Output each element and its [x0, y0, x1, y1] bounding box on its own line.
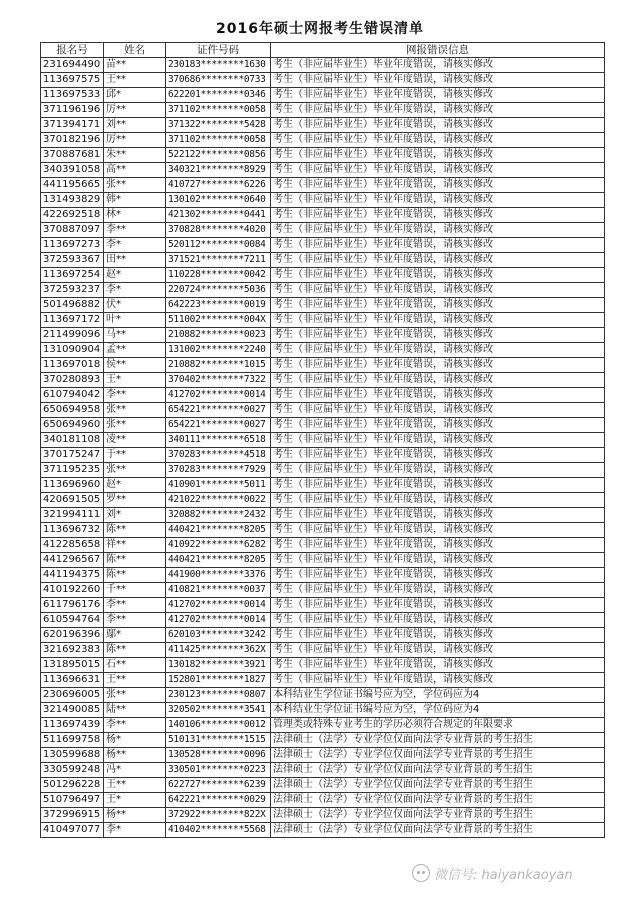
error-info-cell: 考生（非应届毕业生）毕业年度错误，请核实修改	[271, 253, 605, 268]
error-info-cell: 考生（非应届毕业生）毕业年度错误，请核实修改	[271, 538, 605, 553]
error-info-cell: 考生（非应届毕业生）毕业年度错误，请核实修改	[271, 388, 605, 403]
error-info-cell: 考生（非应届毕业生）毕业年度错误，请核实修改	[271, 448, 605, 463]
table-row	[41, 643, 605, 658]
id-number-cell: 441900********3376	[166, 568, 271, 583]
id-number-cell: 372922********822X	[166, 808, 271, 823]
registration-number-cell: 371196196	[41, 103, 104, 118]
table-row	[41, 703, 605, 718]
candidate-name-cell: 李**	[104, 388, 166, 403]
error-info-cell: 考生（非应届毕业生）毕业年度错误，请核实修改	[271, 613, 605, 628]
table-row	[41, 568, 605, 583]
id-number-cell: 370686********0733	[166, 73, 271, 88]
registration-number-cell: 130599688	[41, 748, 104, 763]
id-number-cell: 440421********8205	[166, 553, 271, 568]
watermark-text: 微信号: haiyankaoyan	[434, 867, 573, 883]
table-row	[41, 418, 605, 433]
id-number-cell: 230183********1630	[166, 58, 271, 73]
error-info-cell: 考生（非应届毕业生）毕业年度错误，请核实修改	[271, 418, 605, 433]
table-row	[41, 313, 605, 328]
table-row	[41, 328, 605, 343]
registration-number-cell: 113697533	[41, 88, 104, 103]
candidate-name-cell: 千**	[104, 583, 166, 598]
candidate-name-cell: 韩*	[104, 193, 166, 208]
error-info-cell: 考生（非应届毕业生）毕业年度错误，请核实修改	[271, 583, 605, 598]
id-number-cell: 654221********0027	[166, 418, 271, 433]
candidate-name-cell: 罗**	[104, 493, 166, 508]
candidate-name-cell: 于**	[104, 448, 166, 463]
registration-number-cell: 441296567	[41, 553, 104, 568]
candidate-name-cell: 凌**	[104, 433, 166, 448]
error-info-cell: 考生（非应届毕业生）毕业年度错误，请核实修改	[271, 208, 605, 223]
registration-number-cell: 650694958	[41, 403, 104, 418]
registration-number-cell: 410192260	[41, 583, 104, 598]
error-info-cell: 考生（非应届毕业生）毕业年度错误，请核实修改	[271, 118, 605, 133]
error-info-cell: 考生（非应届毕业生）毕业年度错误，请核实修改	[271, 553, 605, 568]
id-number-cell: 421302********0441	[166, 208, 271, 223]
error-info-cell: 本科结业生学位证书编号应为空，学位码应为4	[271, 703, 605, 718]
table-row	[41, 208, 605, 223]
candidate-name-cell: 陈**	[104, 568, 166, 583]
table-row	[41, 598, 605, 613]
registration-number-cell: 131895015	[41, 658, 104, 673]
candidate-name-cell: 苗**	[104, 58, 166, 73]
table-row	[41, 613, 605, 628]
table-row	[41, 553, 605, 568]
registration-number-cell: 321692383	[41, 643, 104, 658]
table-row	[41, 73, 605, 88]
candidate-name-cell: 李**	[104, 718, 166, 733]
table-row	[41, 628, 605, 643]
error-info-cell: 考生（非应届毕业生）毕业年度错误，请核实修改	[271, 223, 605, 238]
error-info-cell: 考生（非应届毕业生）毕业年度错误，请核实修改	[271, 358, 605, 373]
candidate-name-cell: 马**	[104, 328, 166, 343]
registration-number-cell: 610594764	[41, 613, 104, 628]
candidate-name-cell: 李*	[104, 283, 166, 298]
table-body	[41, 58, 605, 838]
id-number-cell: 340111********6518	[166, 433, 271, 448]
error-info-cell: 法律硕士（法学）专业学位仅面向法学专业背景的考生招生	[271, 808, 605, 823]
registration-number-cell: 113697172	[41, 313, 104, 328]
registration-number-cell: 441195665	[41, 178, 104, 193]
candidate-name-cell: 刘**	[104, 118, 166, 133]
error-info-cell: 考生（非应届毕业生）毕业年度错误，请核实修改	[271, 313, 605, 328]
registration-number-cell: 370280893	[41, 373, 104, 388]
id-number-cell: 340321********8929	[166, 163, 271, 178]
table-row	[41, 763, 605, 778]
table-row	[41, 253, 605, 268]
candidate-name-cell: 孟**	[104, 343, 166, 358]
candidate-name-cell: 厉**	[104, 133, 166, 148]
candidate-name-cell: 张**	[104, 688, 166, 703]
id-number-cell: 410402********5568	[166, 823, 271, 838]
id-number-cell: 411425********362X	[166, 643, 271, 658]
id-number-cell: 412702********0014	[166, 598, 271, 613]
candidate-name-cell: 朱**	[104, 148, 166, 163]
id-number-cell: 522122********0856	[166, 148, 271, 163]
candidate-name-cell: 李**	[104, 598, 166, 613]
registration-number-cell: 370887681	[41, 148, 104, 163]
id-number-cell: 370283********4518	[166, 448, 271, 463]
error-info-cell: 考生（非应届毕业生）毕业年度错误，请核实修改	[271, 328, 605, 343]
candidate-name-cell: 王*	[104, 373, 166, 388]
candidate-name-cell: 王*	[104, 793, 166, 808]
registration-number-cell: 501496882	[41, 298, 104, 313]
header-error-info: 网报错误信息	[271, 43, 605, 58]
id-number-cell: 320502********3541	[166, 703, 271, 718]
table-row	[41, 718, 605, 733]
id-number-cell: 371102********0058	[166, 133, 271, 148]
registration-number-cell: 422692518	[41, 208, 104, 223]
table-row	[41, 808, 605, 823]
error-info-cell: 考生（非应届毕业生）毕业年度错误，请核实修改	[271, 673, 605, 688]
registration-number-cell: 372593367	[41, 253, 104, 268]
candidate-name-cell: 邱*	[104, 88, 166, 103]
candidate-name-cell: 田**	[104, 253, 166, 268]
id-number-cell: 412702********0014	[166, 388, 271, 403]
candidate-name-cell: 石**	[104, 658, 166, 673]
id-number-cell: 654221********0027	[166, 403, 271, 418]
error-info-cell: 考生（非应届毕业生）毕业年度错误，请核实修改	[271, 88, 605, 103]
candidate-name-cell: 厉**	[104, 103, 166, 118]
error-info-cell: 考生（非应届毕业生）毕业年度错误，请核实修改	[271, 463, 605, 478]
id-number-cell: 421022********0022	[166, 493, 271, 508]
table-row	[41, 493, 605, 508]
table-row	[41, 658, 605, 673]
registration-number-cell: 611796176	[41, 598, 104, 613]
id-number-cell: 642223********0019	[166, 298, 271, 313]
registration-number-cell: 231694490	[41, 58, 104, 73]
registration-number-cell: 131493829	[41, 193, 104, 208]
table-row	[41, 688, 605, 703]
error-info-cell: 考生（非应届毕业生）毕业年度错误，请核实修改	[271, 598, 605, 613]
table-row	[41, 343, 605, 358]
table-row	[41, 538, 605, 553]
candidate-name-cell: 张**	[104, 178, 166, 193]
registration-number-cell: 113697254	[41, 268, 104, 283]
error-info-cell: 考生（非应届毕业生）毕业年度错误，请核实修改	[271, 238, 605, 253]
registration-number-cell: 113696631	[41, 673, 104, 688]
registration-number-cell: 420691505	[41, 493, 104, 508]
table-row	[41, 463, 605, 478]
id-number-cell: 410901********5011	[166, 478, 271, 493]
id-number-cell: 410821********0037	[166, 583, 271, 598]
candidate-name-cell: 陆**	[104, 703, 166, 718]
id-number-cell: 622727********6239	[166, 778, 271, 793]
candidate-name-cell: 王**	[104, 778, 166, 793]
watermark	[412, 862, 573, 884]
id-number-cell: 410922********6282	[166, 538, 271, 553]
table-row	[41, 283, 605, 298]
error-info-cell: 考生（非应届毕业生）毕业年度错误，请核实修改	[271, 523, 605, 538]
table-row	[41, 358, 605, 373]
id-number-cell: 370283********7929	[166, 463, 271, 478]
id-number-cell: 511002********004X	[166, 313, 271, 328]
id-number-cell: 620103********3242	[166, 628, 271, 643]
table-row	[41, 478, 605, 493]
error-info-cell: 考生（非应届毕业生）毕业年度错误，请核实修改	[271, 478, 605, 493]
candidate-name-cell: 侯**	[104, 358, 166, 373]
candidate-name-cell: 李*	[104, 238, 166, 253]
candidate-name-cell: 赵*	[104, 268, 166, 283]
id-number-cell: 220724********5036	[166, 283, 271, 298]
error-info-cell: 考生（非应届毕业生）毕业年度错误，请核实修改	[271, 193, 605, 208]
table-row	[41, 403, 605, 418]
table-row	[41, 58, 605, 73]
candidate-name-cell: 林*	[104, 208, 166, 223]
error-info-cell: 考生（非应届毕业生）毕业年度错误，请核实修改	[271, 508, 605, 523]
candidate-name-cell: 李*	[104, 823, 166, 838]
table-row	[41, 118, 605, 133]
document-title: 2016年硕士网报考生错误清单	[216, 21, 424, 37]
registration-number-cell: 131090904	[41, 343, 104, 358]
id-number-cell: 370402********7322	[166, 373, 271, 388]
header-name: 姓名	[104, 43, 166, 58]
candidate-name-cell: 李**	[104, 223, 166, 238]
error-info-cell: 法律硕士（法学）专业学位仅面向法学专业背景的考生招生	[271, 748, 605, 763]
table-row	[41, 148, 605, 163]
candidate-name-cell: 鄢*	[104, 628, 166, 643]
id-number-cell: 131002********2240	[166, 343, 271, 358]
id-number-cell: 371521********7211	[166, 253, 271, 268]
error-info-cell: 考生（非应届毕业生）毕业年度错误，请核实修改	[271, 643, 605, 658]
table-row	[41, 388, 605, 403]
error-info-cell: 考生（非应届毕业生）毕业年度错误，请核实修改	[271, 73, 605, 88]
table-row	[41, 193, 605, 208]
table-header-row	[41, 43, 605, 58]
registration-number-cell: 610794042	[41, 388, 104, 403]
candidate-name-cell: 陈**	[104, 523, 166, 538]
error-info-cell: 考生（非应届毕业生）毕业年度错误，请核实修改	[271, 298, 605, 313]
error-info-cell: 法律硕士（法学）专业学位仅面向法学专业背景的考生招生	[271, 733, 605, 748]
registration-number-cell: 650694960	[41, 418, 104, 433]
id-number-cell: 510131********1515	[166, 733, 271, 748]
candidate-name-cell: 冯*	[104, 763, 166, 778]
candidate-name-cell: 伏*	[104, 298, 166, 313]
error-info-cell: 考生（非应届毕业生）毕业年度错误，请核实修改	[271, 58, 605, 73]
registration-number-cell: 511699758	[41, 733, 104, 748]
registration-number-cell: 412285658	[41, 538, 104, 553]
table-row	[41, 163, 605, 178]
error-info-cell: 本科结业生学位证书编号应为空，学位码应为4	[271, 688, 605, 703]
id-number-cell: 110228********0042	[166, 268, 271, 283]
registration-number-cell: 340181108	[41, 433, 104, 448]
registration-number-cell: 371394171	[41, 118, 104, 133]
registration-number-cell: 321490085	[41, 703, 104, 718]
table-row	[41, 823, 605, 838]
table-row	[41, 523, 605, 538]
candidate-name-cell: 李**	[104, 613, 166, 628]
table-row	[41, 373, 605, 388]
registration-number-cell: 510796497	[41, 793, 104, 808]
error-info-cell: 考生（非应届毕业生）毕业年度错误，请核实修改	[271, 178, 605, 193]
registration-number-cell: 340391058	[41, 163, 104, 178]
candidate-name-cell: 刘*	[104, 508, 166, 523]
table-row	[41, 448, 605, 463]
registration-number-cell: 370887097	[41, 223, 104, 238]
registration-number-cell: 620196396	[41, 628, 104, 643]
id-number-cell: 130102********0640	[166, 193, 271, 208]
candidate-name-cell: 杨**	[104, 748, 166, 763]
registration-number-cell: 113696960	[41, 478, 104, 493]
header-id-number: 证件号码	[166, 43, 271, 58]
table-row	[41, 778, 605, 793]
id-number-cell: 210882********1015	[166, 358, 271, 373]
table-row	[41, 673, 605, 688]
id-number-cell: 520112********0084	[166, 238, 271, 253]
error-info-cell: 法律硕士（法学）专业学位仅面向法学专业背景的考生招生	[271, 778, 605, 793]
error-list-table	[40, 42, 605, 838]
candidate-name-cell: 张**	[104, 403, 166, 418]
registration-number-cell: 370182196	[41, 133, 104, 148]
error-info-cell: 考生（非应届毕业生）毕业年度错误，请核实修改	[271, 628, 605, 643]
candidate-name-cell: 陈**	[104, 553, 166, 568]
error-info-cell: 法律硕士（法学）专业学位仅面向法学专业背景的考生招生	[271, 793, 605, 808]
id-number-cell: 140106********0012	[166, 718, 271, 733]
header-registration-number: 报名号	[41, 43, 104, 58]
registration-number-cell: 113696732	[41, 523, 104, 538]
error-info-cell: 考生（非应届毕业生）毕业年度错误，请核实修改	[271, 283, 605, 298]
id-number-cell: 210882********0023	[166, 328, 271, 343]
id-number-cell: 410727********6226	[166, 178, 271, 193]
id-number-cell: 130528********0096	[166, 748, 271, 763]
registration-number-cell: 410497077	[41, 823, 104, 838]
registration-number-cell: 113697575	[41, 73, 104, 88]
candidate-name-cell: 陈**	[104, 643, 166, 658]
wechat-icon	[412, 864, 430, 882]
candidate-name-cell: 杨**	[104, 808, 166, 823]
candidate-name-cell: 高**	[104, 163, 166, 178]
id-number-cell: 320882********2432	[166, 508, 271, 523]
candidate-name-cell: 杨*	[104, 733, 166, 748]
registration-number-cell: 372996915	[41, 808, 104, 823]
table-row	[41, 178, 605, 193]
candidate-name-cell: 赵*	[104, 478, 166, 493]
registration-number-cell: 501296228	[41, 778, 104, 793]
registration-number-cell: 113697273	[41, 238, 104, 253]
error-info-cell: 考生（非应届毕业生）毕业年度错误，请核实修改	[271, 268, 605, 283]
candidate-name-cell: 张**	[104, 418, 166, 433]
id-number-cell: 370828********4020	[166, 223, 271, 238]
error-info-cell: 考生（非应届毕业生）毕业年度错误，请核实修改	[271, 568, 605, 583]
id-number-cell: 412702********0014	[166, 613, 271, 628]
table-row	[41, 133, 605, 148]
registration-number-cell: 441194375	[41, 568, 104, 583]
registration-number-cell: 370175247	[41, 448, 104, 463]
table-row	[41, 88, 605, 103]
candidate-name-cell: 祥**	[104, 538, 166, 553]
candidate-name-cell: 张**	[104, 463, 166, 478]
registration-number-cell: 230696005	[41, 688, 104, 703]
error-info-cell: 考生（非应届毕业生）毕业年度错误，请核实修改	[271, 343, 605, 358]
error-info-cell: 法律硕士（法学）专业学位仅面向法学专业背景的考生招生	[271, 823, 605, 838]
table-row	[41, 748, 605, 763]
table-row	[41, 268, 605, 283]
id-number-cell: 230123********0807	[166, 688, 271, 703]
registration-number-cell: 113697439	[41, 718, 104, 733]
table-row	[41, 433, 605, 448]
registration-number-cell: 321994111	[41, 508, 104, 523]
error-info-cell: 考生（非应届毕业生）毕业年度错误，请核实修改	[271, 433, 605, 448]
id-number-cell: 371102********0058	[166, 103, 271, 118]
table-row	[41, 793, 605, 808]
error-info-cell: 考生（非应届毕业生）毕业年度错误，请核实修改	[271, 163, 605, 178]
candidate-name-cell: 叶*	[104, 313, 166, 328]
registration-number-cell: 211499096	[41, 328, 104, 343]
candidate-name-cell: 王**	[104, 673, 166, 688]
table-row	[41, 238, 605, 253]
table-row	[41, 223, 605, 238]
table-row	[41, 103, 605, 118]
registration-number-cell: 371195235	[41, 463, 104, 478]
id-number-cell: 130182********3921	[166, 658, 271, 673]
registration-number-cell: 330599248	[41, 763, 104, 778]
table-row	[41, 508, 605, 523]
candidate-name-cell: 王**	[104, 73, 166, 88]
error-info-cell: 考生（非应届毕业生）毕业年度错误，请核实修改	[271, 658, 605, 673]
id-number-cell: 622201********0346	[166, 88, 271, 103]
table-row	[41, 298, 605, 313]
error-info-cell: 考生（非应届毕业生）毕业年度错误，请核实修改	[271, 148, 605, 163]
table-row	[41, 733, 605, 748]
error-info-cell: 考生（非应届毕业生）毕业年度错误，请核实修改	[271, 103, 605, 118]
id-number-cell: 371322********5428	[166, 118, 271, 133]
registration-number-cell: 113697018	[41, 358, 104, 373]
id-number-cell: 642221********0029	[166, 793, 271, 808]
registration-number-cell: 372593237	[41, 283, 104, 298]
error-info-cell: 考生（非应届毕业生）毕业年度错误，请核实修改	[271, 403, 605, 418]
error-info-cell: 管理类或特殊专业考生的学历必须符合规定的年限要求	[271, 718, 605, 733]
id-number-cell: 152801********1827	[166, 673, 271, 688]
table-row	[41, 583, 605, 598]
error-info-cell: 考生（非应届毕业生）毕业年度错误，请核实修改	[271, 373, 605, 388]
id-number-cell: 440421********8205	[166, 523, 271, 538]
error-info-cell: 考生（非应届毕业生）毕业年度错误，请核实修改	[271, 133, 605, 148]
id-number-cell: 330501********0223	[166, 763, 271, 778]
error-info-cell: 法律硕士（法学）专业学位仅面向法学专业背景的考生招生	[271, 763, 605, 778]
error-info-cell: 考生（非应届毕业生）毕业年度错误，请核实修改	[271, 493, 605, 508]
